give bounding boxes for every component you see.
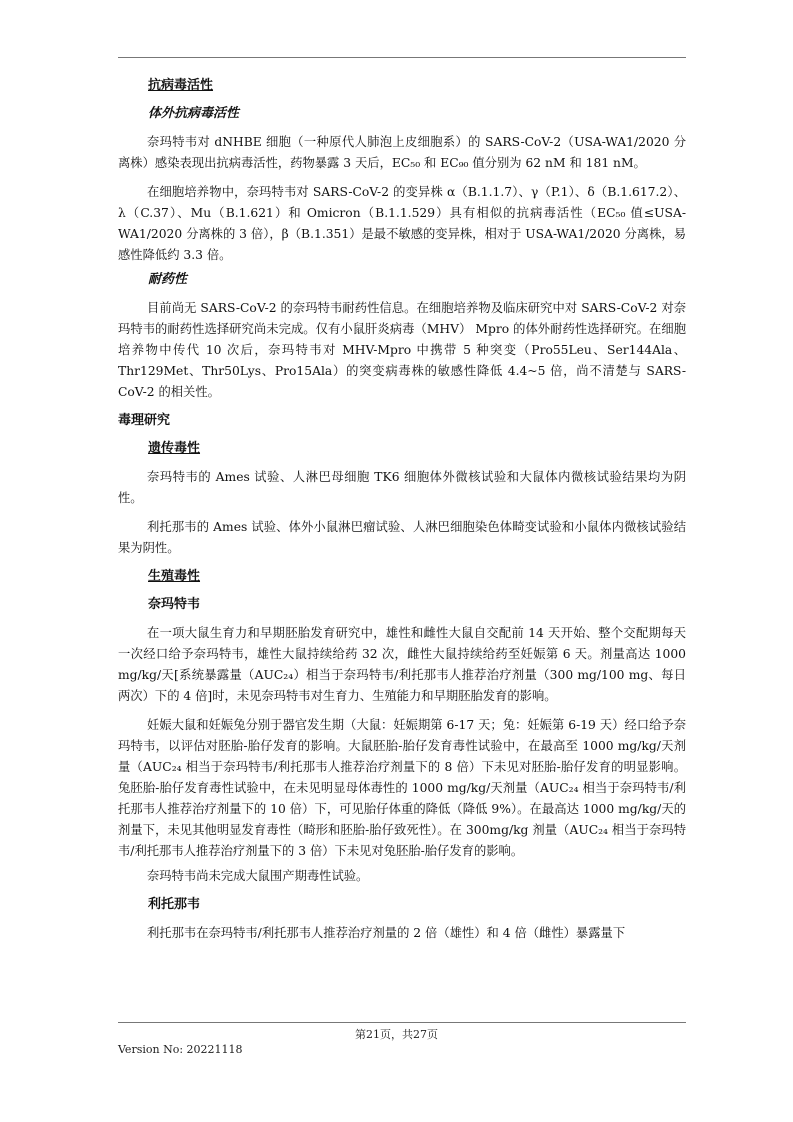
page-number: 第21页，共27页 <box>355 1028 438 1041</box>
paragraph-antiviral-variants: 在细胞培养物中，奈玛特韦对 SARS-CoV-2 的变异株 α（B.1.1.7）、γ（P.1）、δ（B.1.617.2）、λ（C.37）、Mu（B.1.621）和 Omicron（B.1.1.529）具有相似的抗病毒活性（EC₅₀ 值≤USA-WA1/2020 分离株的 3 倍），β（B.1.351）是最不敏感的变异株，相对于 USA-WA1/2020 分离株，易感性降低约 3.3 倍。 <box>118 185 686 262</box>
section-heading-toxicology: 毒理研究 <box>118 413 171 428</box>
header-rule <box>118 57 686 58</box>
document-body <box>118 76 686 948</box>
paragraph-embryo-fetal-study: 妊娠大鼠和妊娠兔分别于器官发生期（大鼠：妊娠期第 6-17 天；兔：妊娠第 6-19 天）经口给予奈玛特韦，以评估对胚胎-胎仔发育的影响。大鼠胚胎-胎仔发育毒性试验中，在最高至 1000 mg/kg/天剂量（AUC₂₄ 相当于奈玛特韦/利托那韦人推荐治疗剂量下的 8 倍）下未见对胚胎-胎仔发育的明显影响。兔胚胎-胎仔发育毒性试验中，在未见明显母体毒性的 1000 mg/kg/天剂量（AUC₂₄ 相当于奈玛特韦/利托那韦人推荐治疗剂量下的 10 倍）下，可见胎仔体重的降低（降低 9%）。在最高达 1000 mg/kg/天的剂量下，未见其他明显发育毒性（畸形和胚胎-胎仔致死性）。在 300mg/kg 剂量（AUC₂₄ 相当于奈玛特韦/利托那韦人推荐治疗剂量下的 3 倍）下未见对兔胚胎-胎仔发育的影响。 <box>118 718 686 858</box>
footer-rule <box>118 1022 686 1023</box>
paragraph-ritonavir-repro: 利托那韦在奈玛特韦/利托那韦人推荐治疗剂量的 2 倍（雄性）和 4 倍（雌性）暴露量下 <box>147 926 626 940</box>
paragraph-genotox-ritonavir: 利托那韦的 Ames 试验、体外小鼠淋巴瘤试验、人淋巴细胞染色体畸变试验和小鼠体内微核试验结果为阴性。 <box>118 520 686 555</box>
section-heading-antiviral: 抗病毒活性 <box>148 78 214 93</box>
version-number: Version No: 20221118 <box>118 1043 243 1056</box>
subheading-reproductive-toxicity: 生殖毒性 <box>148 569 201 584</box>
subheading-resistance: 耐药性 <box>148 272 188 287</box>
paragraph-antiviral-dnhbe: 奈玛特韦对 dNHBE 细胞（一种原代人肺泡上皮细胞系）的 SARS-CoV-2（USA-WA1/2020 分离株）感染表现出抗病毒活性，药物暴露 3 天后，EC₅₀ 和 EC₉₀ 值分别为 62 nM 和 181 nM。 <box>118 135 686 170</box>
paragraph-genotox-nirmatrelvir: 奈玛特韦的 Ames 试验、人淋巴母细胞 TK6 细胞体外微核试验和大鼠体内微核试验结果均为阴性。 <box>118 470 686 505</box>
subheading-nirmatrelvir: 奈玛特韦 <box>148 597 201 612</box>
subheading-ritonavir: 利托那韦 <box>148 897 201 912</box>
paragraph-resistance: 目前尚无 SARS-CoV-2 的奈玛特韦耐药性信息。在细胞培养物及临床研究中对 SARS-CoV-2 对奈玛特韦的耐药性选择研究尚未完成。仅有小鼠肝炎病毒（MHV） Mpro 的体外耐药性选择研究。在细胞培养物中传代 10 次后，奈玛特韦对 MHV-Mpro 中携带 5 种突变（Pro55Leu、Ser144Ala、Thr129Met、Thr50Lys、Pro15Ala）的突变病毒株的敏感性降低 4.4~5 倍，尚不清楚与 SARS-CoV-2 的相关性。 <box>118 301 686 399</box>
paragraph-perinatal-study: 奈玛特韦尚未完成大鼠围产期毒性试验。 <box>147 869 369 883</box>
paragraph-fertility-study: 在一项大鼠生育力和早期胚胎发育研究中，雄性和雌性大鼠自交配前 14 天开始、整个交配期每天一次经口给予奈玛特韦，雄性大鼠持续给药 32 次，雌性大鼠持续给药至妊娠第 6 天。剂量高达 1000 mg/kg/天[系统暴露量（AUC₂₄）相当于奈玛特韦/利托那韦人推荐治疗剂量（300 mg/100 mg、每日两次）下的 4 倍]时，未见奈玛特韦对生育力、生殖能力和早期胚胎发育的影响。 <box>118 626 686 703</box>
subheading-genotoxicity: 遗传毒性 <box>148 441 201 456</box>
subheading-in-vitro-antiviral: 体外抗病毒活性 <box>148 106 240 121</box>
